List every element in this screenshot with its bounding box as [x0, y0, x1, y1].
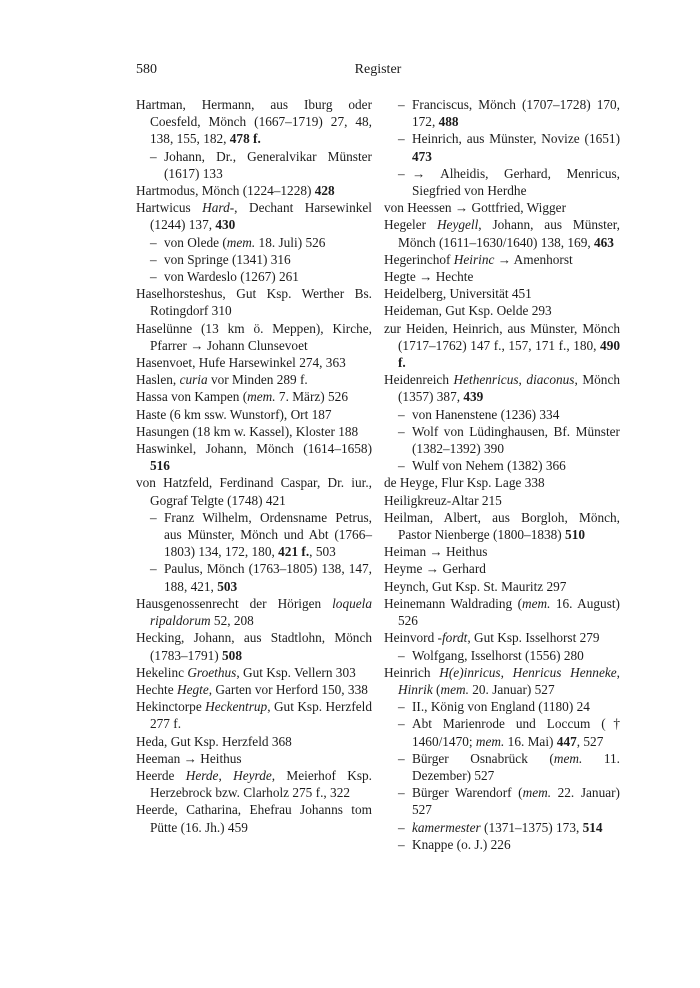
- entry-text: 473: [412, 148, 432, 164]
- entry-text: → Amenhorst: [494, 251, 573, 267]
- entry-text: Paulus, Mönch (1763–1805) 138, 147, 188, 421,: [164, 561, 372, 594]
- entry-text: Hegte: [176, 681, 209, 697]
- entry-text: von Heessen → Gottfried, Wigger: [384, 200, 567, 216]
- entry-text: Heynch, Gut Ksp. St. Mauritz 297: [384, 578, 567, 594]
- entry-text: , Gut Ksp. Vellern 303: [236, 664, 356, 680]
- entry-text: Johann, Dr., Generalvikar Münster (1617) 133: [164, 148, 372, 181]
- entry-text: , Gut Ksp. Isselhorst 279: [467, 630, 600, 646]
- index-entry: [384, 285, 620, 302]
- entry-text: Heinvord: [384, 630, 438, 646]
- entry-text: 11. Dezember) 527: [412, 750, 620, 783]
- index-subentry: [384, 784, 620, 818]
- entry-text: , Gut Ksp. Herzfeld 277 f.: [150, 699, 373, 732]
- index-entry: [384, 560, 620, 577]
- index-entry: [136, 733, 372, 750]
- entry-text: , Johann, aus Münster, Mönch (1611–1630/1640) 138, 169,: [398, 217, 620, 250]
- entry-text: Haslen,: [136, 372, 180, 388]
- index-subentry: [384, 96, 620, 130]
- index-entry: [384, 629, 620, 646]
- index-subentry: [136, 268, 372, 285]
- index-subentry: [136, 509, 372, 561]
- entry-text: Heideman, Gut Ksp. Oelde 293: [384, 303, 552, 319]
- index-entry: [384, 578, 620, 595]
- entry-text: Franz Wilhelm, Ordensname Petrus, aus Münster, Mönch und Abt (1766–1803) 134, 172, 180,: [164, 509, 372, 560]
- entry-text: Hartwicus: [136, 200, 203, 216]
- entry-text: Wolfgang, Isselhorst (1556) 280: [412, 647, 584, 663]
- entry-text: 430: [215, 217, 236, 233]
- index-entry: [384, 320, 620, 372]
- entry-text: 447: [556, 733, 577, 749]
- entry-text: Hethenricus: [453, 372, 519, 388]
- entry-text: Hegerinchof: [384, 251, 454, 267]
- entry-text: 508: [222, 647, 242, 663]
- index-entry: [136, 698, 372, 732]
- index-entry: [136, 199, 372, 233]
- entry-text: ,: [500, 664, 513, 680]
- entry-text: (1371–1375) 173,: [480, 819, 583, 835]
- entry-text: Heilman, Albert, aus Borgloh, Mönch, Pastor Nienberge (1800–1838): [384, 509, 620, 543]
- index-entry: [384, 474, 620, 491]
- entry-text: mem.: [475, 733, 505, 749]
- entry-text: , Meierhof Ksp. Herzebrock bzw. Clarholz 275 f., 322: [150, 767, 372, 801]
- entry-text: 52, 208: [210, 613, 254, 629]
- entry-text: , Garten vor Herford 150, 338: [208, 681, 368, 697]
- index-entry: [136, 440, 372, 474]
- entry-text: Heirinc: [453, 251, 495, 267]
- entry-text: 18. Juli) 526: [255, 234, 326, 250]
- index-entry: [136, 423, 372, 440]
- entry-text: von Hatzfeld, Ferdinand Caspar, Dr. iur., Gograf Telgte (1748) 421: [136, 475, 372, 508]
- entry-text: , 527: [576, 733, 604, 749]
- entry-text: mem.: [226, 234, 256, 250]
- entry-text: (: [432, 681, 441, 697]
- entry-text: Heiman → Heithus: [384, 544, 488, 560]
- entry-text: diaconus: [526, 372, 575, 388]
- entry-text: curia: [179, 372, 208, 388]
- entry-text: mem.: [522, 785, 552, 801]
- entry-text: Hegeler: [384, 217, 437, 233]
- index-entry: [384, 371, 620, 405]
- index-entry: [384, 543, 620, 560]
- index-entry: [136, 388, 372, 405]
- entry-text: Heinemann Waldrading (: [384, 595, 522, 611]
- entry-text: 514: [582, 819, 603, 835]
- entry-text: ,: [218, 767, 234, 783]
- entry-text: 16. August) 526: [398, 595, 620, 629]
- index-entry: [136, 595, 372, 629]
- entry-text: 490 f.: [398, 337, 620, 371]
- entry-text: von Olede (: [164, 234, 227, 250]
- entry-text: Heckentrup: [205, 699, 268, 715]
- entry-text: 421 f.: [278, 544, 310, 560]
- entry-text: Hegte → Hechte: [384, 269, 474, 285]
- index-entry: [384, 509, 620, 543]
- index-subentry: [136, 560, 372, 594]
- entry-text: Bürger Warendorf (: [412, 785, 523, 801]
- entry-text: Bürger Osnabrück (: [412, 750, 554, 766]
- entry-text: Heyrde: [233, 767, 272, 783]
- index-column-right: [384, 96, 620, 853]
- index-entry: [384, 302, 620, 319]
- entry-text: vor Minden 289 f.: [207, 372, 308, 388]
- index-entry: [136, 406, 372, 423]
- entry-text: Wolf von Lüdinghausen, Bf. Münster (1382–1392) 390: [412, 423, 620, 457]
- index-entry: [136, 285, 372, 319]
- entry-text: Henricus Henneke: [512, 664, 617, 680]
- index-entry: [136, 354, 372, 371]
- index-entry: [384, 199, 620, 216]
- index-entry: [136, 96, 372, 148]
- entry-text: mem.: [553, 750, 583, 766]
- index-entry: [384, 268, 620, 285]
- entry-text: , Mönch (1357) 387,: [398, 372, 620, 405]
- entry-text: de Heyge, Flur Ksp. Lage 338: [384, 475, 545, 491]
- entry-text: 22. Januar) 527: [412, 785, 620, 818]
- entry-text: Groethus: [187, 664, 237, 680]
- entry-text: , 503: [309, 544, 336, 560]
- index-subentry: [136, 148, 372, 182]
- index-subentry: [384, 130, 620, 164]
- entry-text: Heerde, Catharina, Ehefrau Johanns tom Pütte (16. Jh.) 459: [136, 802, 372, 835]
- index-entry: [384, 595, 620, 629]
- entry-text: 510: [565, 527, 585, 543]
- entry-text: Heinrich: [384, 664, 440, 680]
- entry-text: Haselhorsteshus, Gut Ksp. Werther Bs. Rotingdorf 310: [136, 286, 372, 319]
- index-subentry: [136, 251, 372, 268]
- entry-text: Heerde: [136, 767, 186, 783]
- entry-text: Hartmodus, Mönch (1224–1228): [136, 183, 315, 199]
- index-subentry: [384, 165, 620, 199]
- entry-text: Wulf von Nehem (1382) 366: [412, 458, 566, 474]
- entry-text: Heidelberg, Universität 451: [384, 286, 532, 302]
- entry-text: Hard-: [202, 200, 235, 216]
- entry-text: , Dechant Harsewinkel (1244) 137,: [150, 200, 372, 233]
- index-subentry: [384, 423, 620, 457]
- entry-text: Knappe (o. J.) 226: [412, 836, 511, 852]
- index-subentry: [384, 457, 620, 474]
- index-entry: [136, 320, 372, 354]
- index-subentry: [384, 819, 620, 836]
- index-subentry: [384, 406, 620, 423]
- index-entry: [136, 664, 372, 681]
- index-subentry: [384, 750, 620, 784]
- entry-text: 439: [463, 389, 484, 405]
- entry-text: Heyme → Gerhard: [384, 561, 486, 577]
- entry-text: Heygell: [436, 217, 479, 233]
- entry-text: 428: [314, 183, 335, 199]
- entry-text: loquela ripaldorum: [150, 595, 372, 629]
- index-entry: [136, 681, 372, 698]
- entry-text: Hausgenossenrecht der Hörigen: [136, 595, 333, 611]
- entry-text: Haswinkel, Johann, Mönch (1614–1658): [136, 441, 372, 457]
- entry-text: -fordt: [437, 630, 468, 646]
- entry-text: Abt Marienrode und Loccum († 1460/1470;: [412, 716, 620, 749]
- entry-text: mem.: [247, 389, 276, 405]
- entry-text: zur Heiden, Heinrich, aus Münster, Mönch (1717–1762) 147 f., 157, 171 f., 180,: [384, 320, 620, 353]
- index-subentry: [136, 234, 372, 251]
- entry-text: von Wardeslo (1267) 261: [164, 269, 299, 285]
- entry-text: Franciscus, Mönch (1707–1728) 170, 172,: [412, 97, 620, 130]
- entry-text: ,: [616, 664, 620, 680]
- index-entry: [136, 182, 372, 199]
- index-entry: [384, 251, 620, 268]
- entry-text: H(e)inricus: [439, 664, 501, 680]
- page-number: 580: [136, 62, 157, 77]
- index-subentry: [384, 836, 620, 853]
- index-subentry: [384, 698, 620, 715]
- index-entry: [384, 216, 620, 250]
- index-entry: [136, 767, 372, 801]
- entry-text: 516: [150, 458, 170, 474]
- entry-text: 20. Januar) 527: [468, 681, 555, 697]
- entry-text: Hekinctorpe: [136, 699, 206, 715]
- entry-text: Haselünne (13 km ö. Meppen), Kirche, Pfarrer → Johann Clunsevoet: [136, 320, 372, 353]
- entry-text: Haste (6 km ssw. Wunstorf), Ort 187: [136, 406, 332, 422]
- entry-text: mem.: [522, 595, 551, 611]
- entry-text: von Hanenstene (1236) 334: [412, 406, 560, 422]
- index-entry: [136, 629, 372, 663]
- entry-text: Heinrich, aus Münster, Novize (1651): [412, 131, 620, 147]
- entry-text: Heiligkreuz-Altar 215: [384, 492, 502, 508]
- entry-text: Hecking, Johann, aus Stadtlohn, Mönch (1783–1791): [136, 630, 372, 663]
- index-column-left: [136, 96, 372, 836]
- entry-text: Hekelinc: [136, 664, 188, 680]
- entry-text: Heidenreich: [384, 372, 454, 388]
- entry-text: Herde: [185, 767, 219, 783]
- entry-text: 463: [594, 234, 614, 250]
- index-entry: [384, 492, 620, 509]
- index-entry: [136, 750, 372, 767]
- entry-text: mem.: [440, 681, 469, 697]
- index-entry: [136, 371, 372, 388]
- page-header: [136, 62, 620, 82]
- entry-text: 478 f.: [229, 131, 261, 147]
- index-subentry: [384, 715, 620, 749]
- entry-text: Heeman → Heithus: [136, 750, 242, 766]
- entry-text: ,: [518, 372, 527, 388]
- entry-text: Hechte: [136, 681, 177, 697]
- entry-text: Hartman, Hermann, aus Iburg oder Coesfeld, Mönch (1667–1719) 27, 48, 138, 155, 182,: [136, 97, 372, 147]
- entry-text: 7. März) 526: [275, 389, 348, 405]
- entry-text: Hasungen (18 km w. Kassel), Kloster 188: [136, 423, 359, 439]
- index-entry: [384, 664, 620, 698]
- entry-text: 503: [217, 578, 238, 594]
- entry-text: Hassa von Kampen (: [136, 389, 248, 405]
- entry-text: 16. Mai): [504, 733, 557, 749]
- entry-text: von Springe (1341) 316: [164, 251, 291, 267]
- entry-text: → Alheidis, Gerhard, Menricus, Siegfried von Herdhe: [412, 165, 620, 199]
- entry-text: Hinrik: [398, 681, 433, 697]
- running-head: Register: [354, 62, 402, 77]
- entry-text: Hasenvoet, Hufe Harsewinkel 274, 363: [136, 355, 346, 371]
- index-entry: [136, 474, 372, 508]
- index-entry: [136, 801, 372, 835]
- entry-text: II., König von England (1180) 24: [412, 699, 590, 715]
- index-subentry: [384, 647, 620, 664]
- entry-text: 488: [438, 114, 459, 130]
- entry-text: Heda, Gut Ksp. Herzfeld 368: [136, 733, 292, 749]
- entry-text: kamermester: [412, 819, 481, 835]
